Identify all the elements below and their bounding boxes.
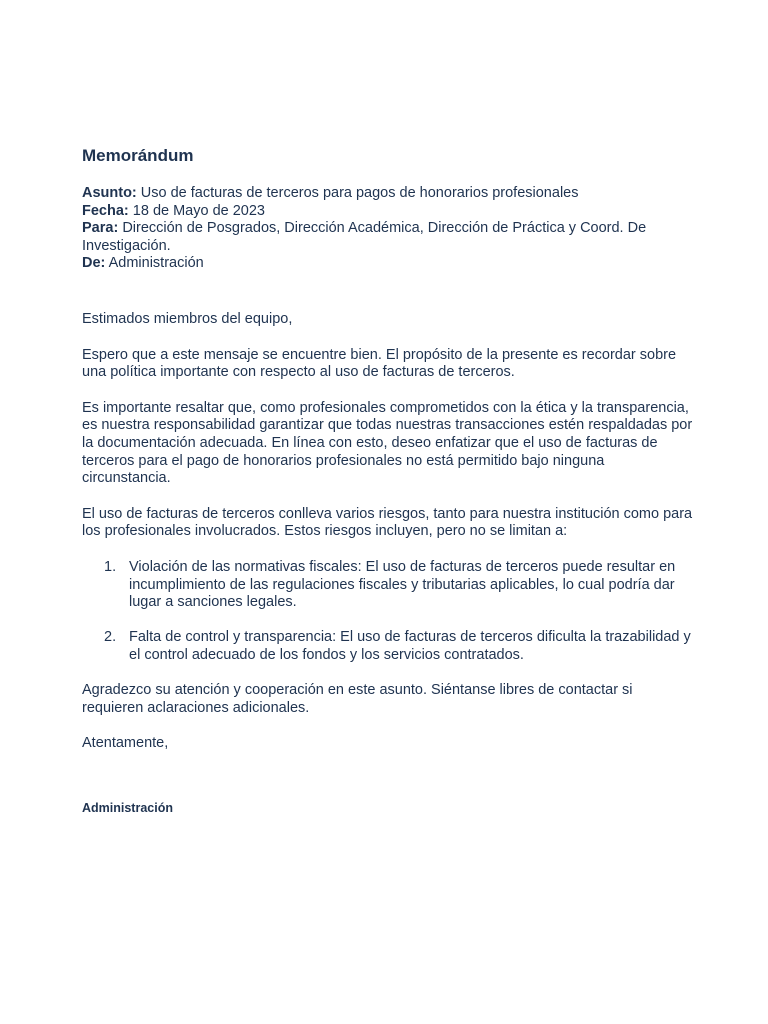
- memo-document: [82, 144, 697, 817]
- body-paragraph: Espero que a este mensaje se encuentre bien. El propósito de la presente es recordar sobre una política importante con respecto al uso de facturas de terceros.: [82, 346, 677, 381]
- body-paragraph: El uso de facturas de terceros conlleva varios riesgos, tanto para nuestra institución como para los profesionales involucrados. Estos riesgos incluyen, pero no se limitan a:: [82, 505, 693, 540]
- closing-paragraph: Agradezco su atención y cooperación en este asunto. Siéntanse libres de contactar si requieren aclaraciones adicionales.: [82, 682, 633, 716]
- subject-label: Asunto:: [82, 185, 137, 201]
- list-item-number: 2.: [104, 629, 117, 646]
- to-line: [82, 220, 697, 255]
- sign-off: Atentamente,: [82, 735, 169, 752]
- list-item-text: Falta de control y transparencia: El uso de facturas de terceros dificulta la trazabilidad y el control adecuado de los fondos y los servicios contratados.: [129, 629, 691, 663]
- list-item: [82, 629, 697, 664]
- to-label: Para:: [82, 220, 119, 237]
- list-item-text: Violación de las normativas fiscales: El uso de facturas de terceros puede resultar en incumplimiento de las regulaciones fiscales y tributarias aplicables, lo cual podría dar lugar a sanciones legales.: [129, 558, 676, 611]
- date-line: [82, 203, 697, 221]
- from-label: De:: [82, 255, 106, 272]
- date-value: 18 de Mayo de 2023: [132, 202, 265, 219]
- risk-list: [82, 559, 697, 665]
- subject-value: Uso de facturas de terceros para pagos de honorarios profesionales: [140, 185, 579, 201]
- greeting: Estimados miembros del equipo,: [82, 310, 293, 327]
- memo-header-fields: [82, 185, 697, 273]
- subject-line: [82, 185, 697, 203]
- body-paragraph: Es importante resaltar que, como profesionales comprometidos con la ética y la transparencia, es nuestra responsabilidad garantizar que todas nuestras transacciones estén respaldadas por la documentación adecuada. En línea con esto, deseo enfatizar que el uso de facturas de terceros para el pago de honorarios profesionales no está permitido bajo ninguna circunstancia.: [82, 399, 693, 487]
- to-value: Dirección de Posgrados, Dirección Académica, Dirección de Práctica y Coord. De Investigación.: [82, 220, 647, 254]
- signature: Administración: [82, 800, 173, 815]
- from-line: [82, 255, 697, 273]
- date-label: Fecha:: [82, 202, 129, 219]
- list-item: [82, 559, 697, 612]
- memo-title: Memorándum: [82, 146, 194, 165]
- list-item-number: 1.: [104, 558, 117, 575]
- from-value: Administración: [108, 255, 204, 272]
